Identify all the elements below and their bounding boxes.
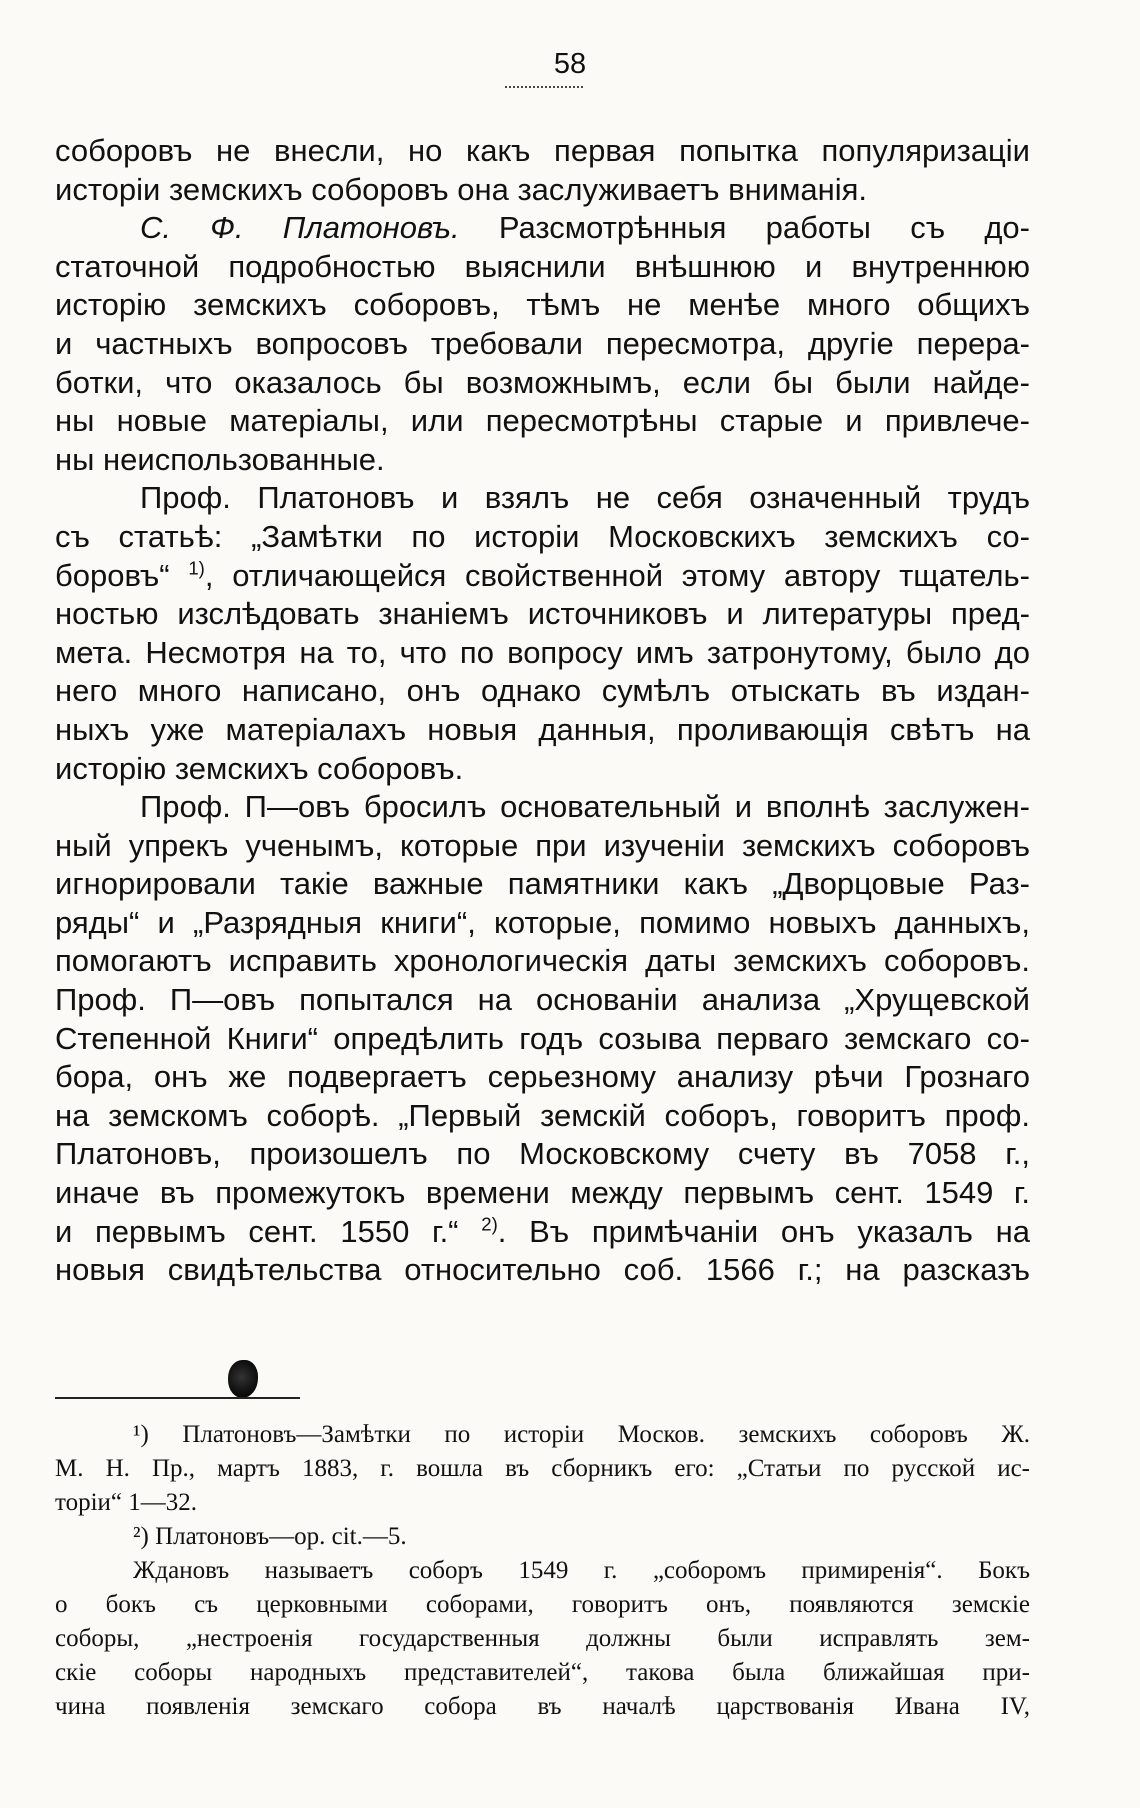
text-line: статочной подробностью выяснили внѣшнюю и внутреннюю — [55, 248, 1030, 284]
text-line: мета. Несмотря на то, что по вопросу имъ затронутому, было до — [55, 634, 1030, 670]
text-line: Проф. Платоновъ и взялъ не себя означенный трудъ — [140, 480, 1030, 516]
text-line: исторію земскихъ соборовъ. — [55, 750, 464, 786]
text-line: ряды“ и „Разрядныя книги“, которые, помимо новыхъ данныхъ, — [55, 904, 1030, 940]
text-fragment: боровъ“ — [55, 557, 170, 593]
text-line: Платоновъ, произошелъ по Московскому счету въ 7058 г., — [55, 1136, 1030, 1172]
text-fragment: , отличающейся свойственной этому автору тщатель- — [204, 557, 1030, 593]
text-line: помогаютъ исправить хронологическія даты земскихъ соборовъ. — [55, 943, 1030, 979]
footnotes — [55, 1418, 1030, 1724]
footnote-ref: 2) — [481, 1213, 498, 1235]
text-line: исторію земскихъ соборовъ, тѣмъ не менѣе много общихъ — [55, 287, 1030, 323]
footnote-line: ²) Платоновъ—op. cit.—5. — [133, 1523, 407, 1550]
footnote-line: М. Н. Пр., мартъ 1883, г. вошла въ сборникъ его: „Статьи по русской ис- — [55, 1455, 1030, 1482]
text-line: него много написано, онъ однако сумѣлъ отыскать въ издан- — [55, 673, 1030, 709]
footnote-rule — [55, 1397, 300, 1399]
text-line — [55, 1213, 1030, 1252]
text-line: ны новые матеріалы, или пересмотрѣны старые и привлече- — [55, 403, 1030, 439]
text-line: игнорировали такіе важные памятники какъ „Дворцовые Раз- — [55, 866, 1030, 902]
footnote-line: Ждановъ называетъ соборъ 1549 г. „соборомъ примиренія“. Бокъ — [133, 1557, 1030, 1584]
text-fragment: Разсмотрѣнныя работы съ до- — [498, 210, 1030, 246]
text-fragment: и первымъ сент. 1550 г.“ — [55, 1213, 459, 1249]
page-number: 58 — [553, 48, 587, 80]
footnote-line: о бокъ съ церковными соборами, говоритъ онъ, появляются земскіе — [55, 1591, 1030, 1618]
text-fragment: . Въ примѣчаніи онъ указалъ на — [497, 1213, 1030, 1249]
text-line: ностью изслѣдовать знаніемъ источниковъ и литературы пред- — [55, 596, 1030, 632]
text-line: ный упрекъ ученымъ, которые при изученіи земскихъ соборовъ — [55, 827, 1030, 863]
text-line: Проф. П—овъ попытался на основаніи анализа „Хрущевской — [55, 982, 1030, 1018]
text-line: ны неиспользованные. — [55, 441, 385, 477]
text-line: Степенной Книги“ опредѣлить годъ созыва перваго земскаго со- — [55, 1020, 1030, 1056]
text-line: ботки, что оказалось бы возможнымъ, если бы были найде- — [55, 364, 1030, 400]
text-line — [55, 557, 1030, 596]
text-line: и частныхъ вопросовъ требовали пересмотра, другіе перера- — [55, 325, 1030, 361]
footnote-line: скіе соборы народныхъ представителей“, такова была ближайшая при- — [55, 1659, 1030, 1686]
footnote-line: торіи“ 1—32. — [55, 1489, 198, 1516]
footnote-ref: 1) — [188, 557, 205, 579]
footnote-line: соборы, „нестроенія государственныя должны были исправлять зем- — [55, 1625, 1030, 1652]
footnote-line: чина появленія земскаго собора въ началѣ царствованія Ивана IV, — [55, 1693, 1030, 1720]
text-line: новыя свидѣтельства относительно соб. 1566 г.; на разсказъ — [55, 1252, 1030, 1288]
text-line — [55, 209, 1030, 248]
page-number-rule — [505, 86, 583, 88]
text-line: соборовъ не внесли, но какъ первая попытка популяризаціи — [55, 133, 1030, 168]
text-line: на земскомъ соборѣ. „Первый земскій соборъ, говоритъ проф. — [55, 1097, 1030, 1133]
text-line: иначе въ промежутокъ времени между первымъ сент. 1549 г. — [55, 1175, 1030, 1211]
text-line: бора, онъ же подвергаетъ серьезному анализу рѣчи Грознаго — [55, 1059, 1030, 1095]
author-heading: С. Ф. Платоновъ. — [140, 210, 460, 246]
text-line: Проф. П—овъ бросилъ основательный и вполнѣ заслужен- — [140, 789, 1030, 825]
footnote-line: ¹) Платоновъ—Замѣтки по исторіи Москов. земскихъ соборовъ Ж. — [133, 1421, 1030, 1448]
ink-blot — [228, 1360, 258, 1398]
body-text — [55, 132, 1030, 1290]
text-line: съ статьѣ: „Замѣтки по исторіи Московскихъ земскихъ со- — [55, 518, 1030, 554]
text-line: исторіи земскихъ соборовъ она заслуживаетъ вниманія. — [55, 171, 868, 207]
text-line: ныхъ уже матеріалахъ новыя данныя, проливающія свѣтъ на — [55, 711, 1030, 747]
